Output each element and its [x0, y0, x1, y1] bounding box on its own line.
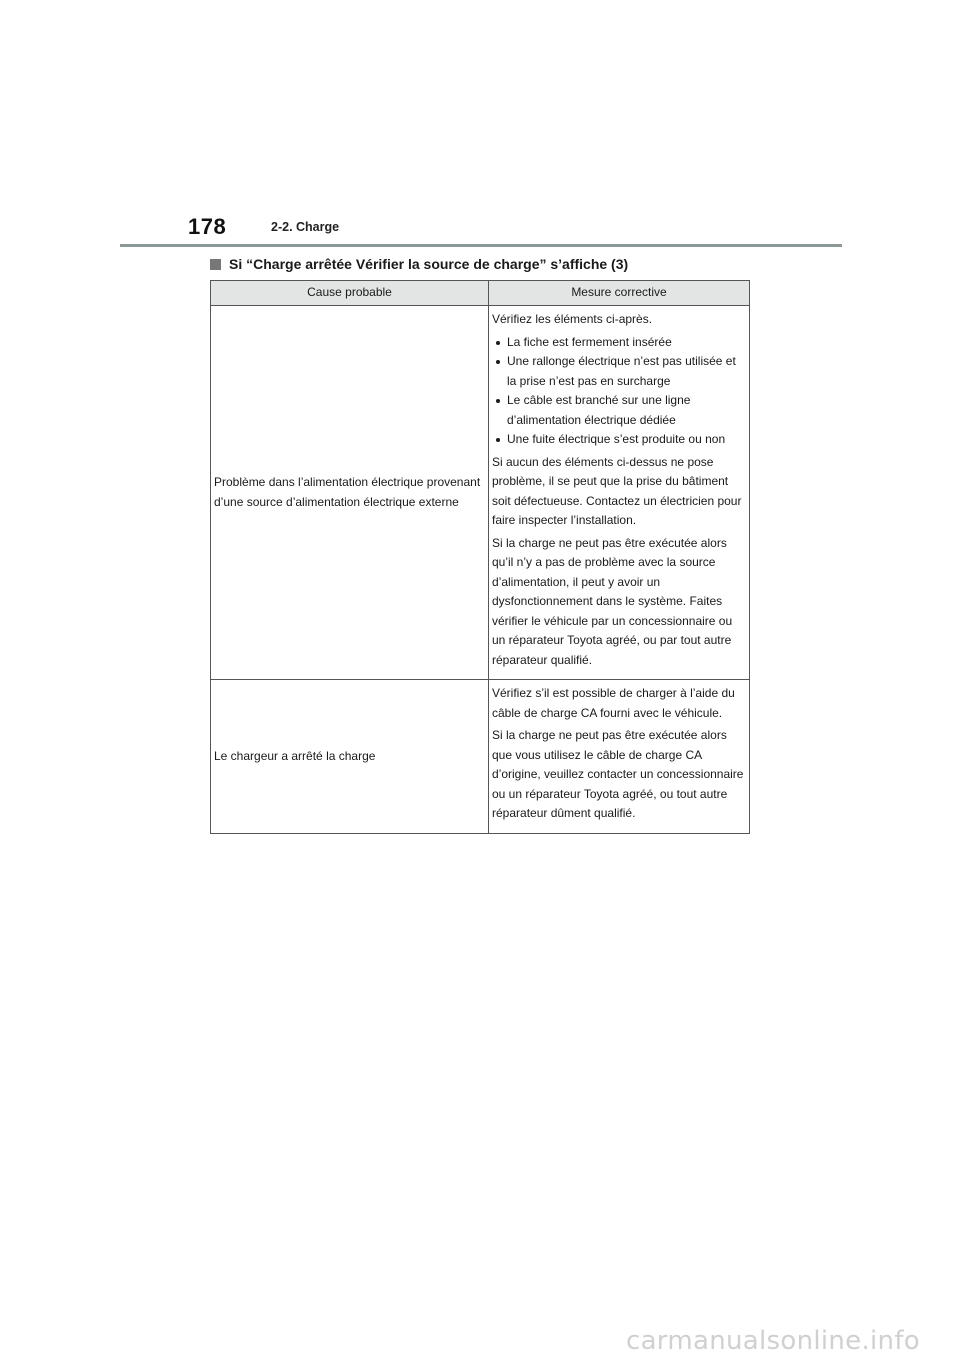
cause-cell: Le chargeur a arrêté la charge [211, 680, 489, 834]
measure-cell [489, 680, 750, 834]
column-header-cause: Cause probable [211, 281, 489, 306]
section-heading [210, 256, 628, 272]
table-row [211, 306, 750, 680]
table-header-row [211, 281, 750, 306]
header-divider [120, 244, 842, 247]
table-row [211, 680, 750, 834]
measure-intro: Vérifiez les éléments ci-après. [492, 312, 653, 326]
list-item: Une fuite électrique s’est produite ou non [492, 430, 746, 450]
cause-cell: Problème dans l’alimentation électrique provenant d’une source d’alimentation électrique externe [211, 306, 489, 680]
list-item: Le câble est branché sur une ligne d’alimentation électrique dédiée [492, 391, 746, 430]
measure-paragraph: Si la charge ne peut pas être exécutée alors que vous utilisez le câble de charge CA d’origine, veuillez contacter un concessionnaire ou un réparateur Toyota agréé, ou tout autre réparateur dûment qualifié. [492, 728, 744, 820]
measure-paragraph: Si aucun des éléments ci-dessus ne pose problème, il se peut que la prise du bâtiment soit défectueuse. Contactez un électricien pour faire inspecter l’installation. [492, 454, 742, 527]
list-item: Une rallonge électrique n’est pas utilisée et la prise n’est pas en surcharge [492, 352, 746, 391]
measure-paragraph: Si la charge ne peut pas être exécutée alors qu’il n’y a pas de problème avec la source d’alimentation, il peut y avoir un dysfonctionnement dans le système. Faites vérifier le véhicule par un concessionnaire ou un réparateur Toyota agréé, ou par tout autre réparateur qualifié. [492, 535, 733, 667]
watermark-text: carmanualsonline.info [625, 1326, 920, 1356]
column-header-measure: Mesure corrective [489, 281, 750, 306]
list-item: La fiche est fermement insérée [492, 333, 746, 353]
diagnosis-table [210, 280, 750, 834]
page-number: 178 [188, 214, 227, 239]
square-bullet-icon [210, 259, 221, 270]
section-heading-text: Si “Charge arrêtée Vérifier la source de charge” s’affiche (3) [229, 256, 629, 272]
check-list [492, 333, 746, 450]
measure-paragraph: Vérifiez s’il est possible de charger à l’aide du câble de charge CA fourni avec le véhicule. [492, 686, 735, 720]
section-label: 2-2. Charge [271, 220, 340, 234]
measure-cell [489, 306, 750, 680]
